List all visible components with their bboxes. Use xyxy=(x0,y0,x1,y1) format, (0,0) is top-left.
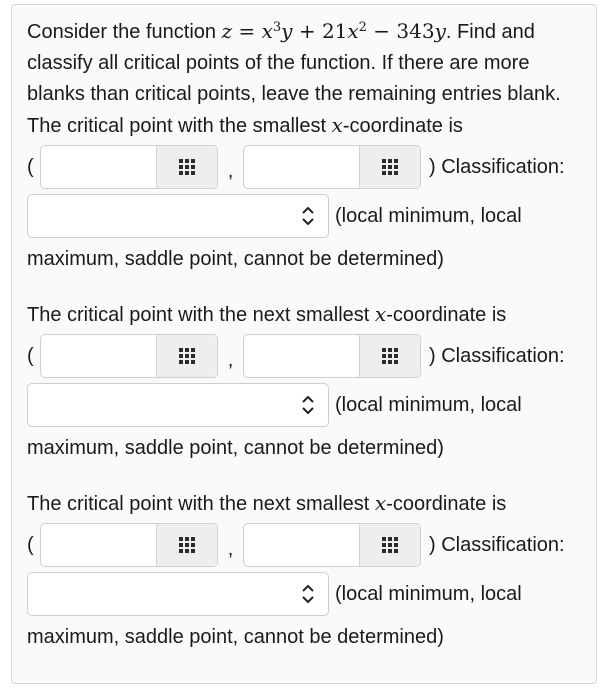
matrix-grid-icon xyxy=(179,537,195,553)
point-1-classification-row: (local minimum, local xyxy=(27,192,581,240)
point-2-y-matrix-button[interactable] xyxy=(359,335,420,377)
chevron-up-down-icon xyxy=(300,394,316,416)
matrix-grid-icon xyxy=(179,159,195,175)
point-3-y-input[interactable] xyxy=(243,523,421,567)
point-1-x-matrix-button[interactable] xyxy=(156,146,217,188)
point-3-coordinates: ( , ) Classification: xyxy=(27,520,581,570)
matrix-grid-icon xyxy=(179,348,195,364)
chevron-up-down-icon xyxy=(300,205,316,227)
point-2-y-input[interactable] xyxy=(243,334,421,378)
matrix-grid-icon xyxy=(382,159,398,175)
point-2-x-matrix-button[interactable] xyxy=(156,335,217,377)
point-2-x-input[interactable] xyxy=(40,334,218,378)
point-3-classification-row: (local minimum, local xyxy=(27,570,581,618)
matrix-grid-icon xyxy=(382,348,398,364)
point-3-x-input[interactable] xyxy=(40,523,218,567)
point-3-x-value[interactable] xyxy=(41,524,157,566)
point-3-y-matrix-button[interactable] xyxy=(359,524,420,566)
question-card xyxy=(11,4,597,684)
point-3-classification-select[interactable] xyxy=(27,572,329,616)
point-1-y-input[interactable] xyxy=(243,145,421,189)
point-2-classification-row: (local minimum, local xyxy=(27,381,581,429)
point-1-classification-select[interactable] xyxy=(27,194,329,238)
point-2-x-value[interactable] xyxy=(41,335,157,377)
point-2-prompt: The critical point with the next smallest x-coordinate is xyxy=(27,302,507,326)
point-2-y-value[interactable] xyxy=(244,335,360,377)
chevron-up-down-icon xyxy=(300,583,316,605)
point-1-x-input[interactable] xyxy=(40,145,218,189)
point-2-coordinates: ( , ) Classification: xyxy=(27,331,581,381)
matrix-grid-icon xyxy=(382,537,398,553)
point-1-y-value[interactable] xyxy=(244,146,360,188)
point-1-y-matrix-button[interactable] xyxy=(359,146,420,188)
point-3-options-text: maximum, saddle point, cannot be determined) xyxy=(27,626,444,648)
point-2-options-text: maximum, saddle point, cannot be determined) xyxy=(27,437,444,459)
point-1-coordinates: ( , ) Classification: xyxy=(27,142,581,192)
question-intro: Consider the function $z = x^3y + 21x^2 - 343y$. Find and classify all critical points of the function. If there are more blanks than critical points, leave the remaining entries blank. The critical point with the smallest x-coordinate is xyxy=(27,19,561,137)
point-3-prompt: The critical point with the next smallest x-coordinate is xyxy=(27,491,507,515)
point-1-options-text: maximum, saddle point, cannot be determined) xyxy=(27,248,444,270)
point-3-x-matrix-button[interactable] xyxy=(156,524,217,566)
point-2-classification-select[interactable] xyxy=(27,383,329,427)
point-3-y-value[interactable] xyxy=(244,524,360,566)
point-1-x-value[interactable] xyxy=(41,146,157,188)
